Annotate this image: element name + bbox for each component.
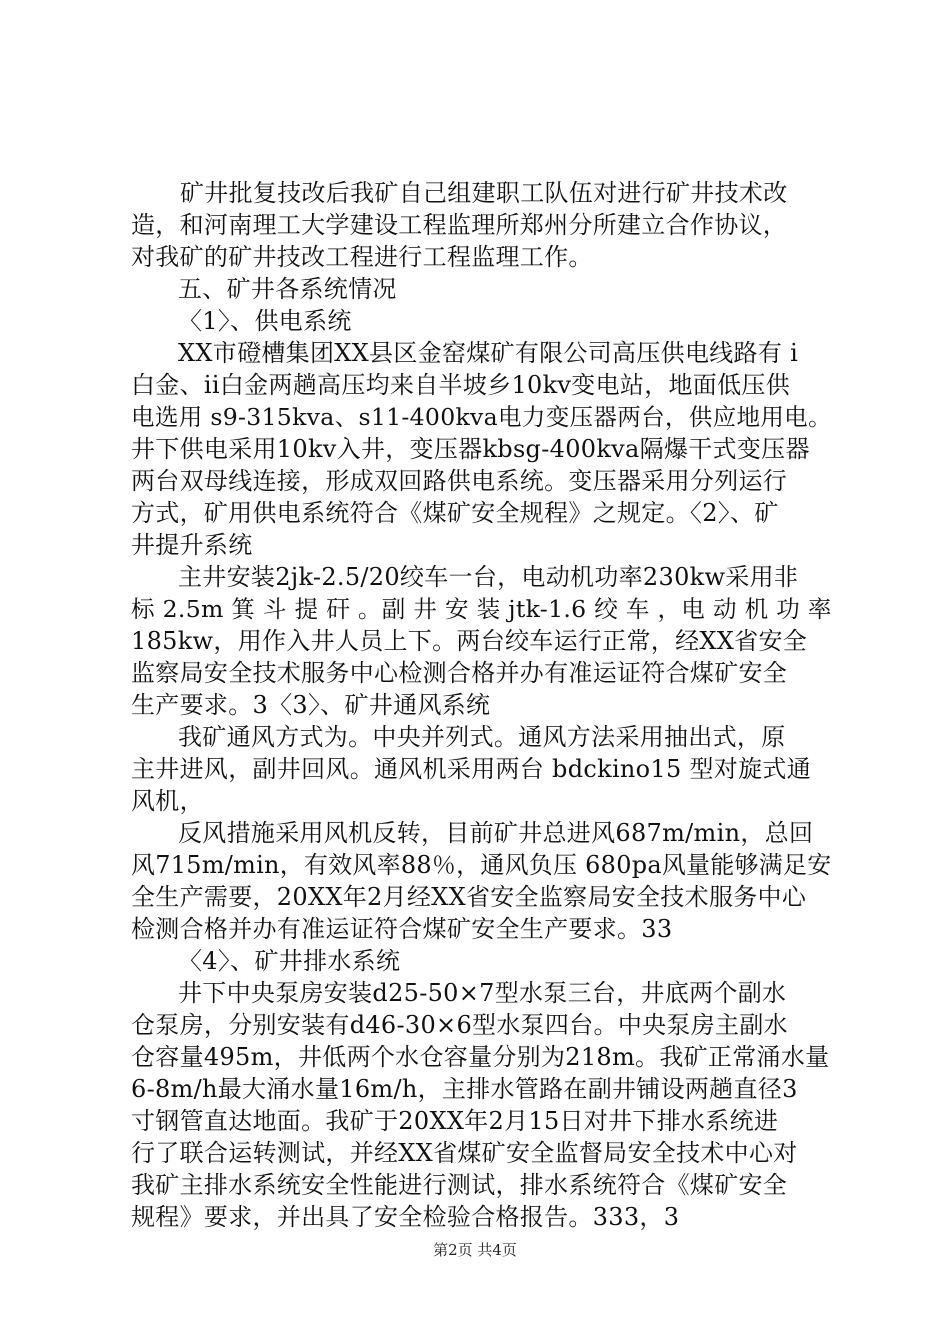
text-line: 检测合格并办有准运证符合煤矿安全生产要求。33 [131,915,673,943]
text-line: 对我矿的矿井技改工程进行工程监理工作。 [131,243,593,271]
text-line: 矿井批复技改后我矿自己组建职工队伍对进行矿井技术改 [180,179,788,207]
text-line: 反风措施采用风机反转，目前矿井总进风687m/min，总回 [178,819,814,847]
subsection-heading: 〈1〉、供电系统 [178,307,352,335]
text-line: 方式，矿用供电系统符合《煤矿安全规程》之规定。〈2〉、矿 [131,499,779,527]
text-line: 仓泵房，分别安装有d46-30×6型水泵四台。中央泵房主副水 [131,1011,788,1039]
text-line: 6-8m/h最大涌水量16m/h，主排水管路在副井铺设两趟直径3 [131,1075,798,1103]
text-line: 电选用 s9-315kva、s11-400kva电力变压器两台，供应地用电。 [131,403,832,431]
text-line: 监察局安全技术服务中心检测合格并办有准运证符合煤矿安全 [131,659,788,687]
page-number: 第2页 [433,1241,473,1259]
text-line: 风机， [131,787,204,815]
text-line: 行了联合运转测试，并经XX省煤矿安全监督局安全技术中心对 [131,1139,798,1167]
text-line: 185kw，用作入井人员上下。两台绞车运行正常，经XX省安全 [131,627,808,655]
page-total: 共4页 [477,1241,517,1259]
text-line: 寸钢管直达地面。我矿于20XX年2月15日对井下排水系统进 [131,1107,779,1135]
text-line: 标 2.5m 箕 斗 提 矸 。副 井 安 装 jtk-1.6 绞 车 ，电 动 机 功 率 [131,595,832,623]
text-line: 规程》要求，并出具了安全检验合格报告。333，3 [131,1203,680,1231]
text-line: 两台双母线连接，形成双回路供电系统。变压器采用分列运行 [131,467,788,495]
section-heading: 五、矿井各系统情况 [178,275,397,303]
text-line: 井提升系统 [131,531,253,559]
text-line: 主井安装2jk-2.5/20绞车一台，电动机功率230kw采用非 [178,563,799,591]
text-line: 我矿主排水系统安全性能进行测试，排水系统符合《煤矿安全 [131,1171,788,1199]
text-line: 井下中央泵房安装d25-50×7型水泵三台，井底两个副水 [178,979,787,1007]
page-footer [0,1240,950,1260]
text-line: 仓容量495m，井低两个水仓容量分别为218m。我矿正常涌水量 [131,1043,830,1071]
text-line: 风715m/min，有效风率88％，通风负压 680pa风量能够满足安 [131,851,832,879]
subsection-heading: 〈4〉、矿井排水系统 [178,947,401,975]
text-line: 全生产需要，20XX年2月经XX省安全监察局安全技术服务中心 [131,883,807,911]
text-line: 主井进风，副井回风。通风机采用两台 bdckino15 型对旋式通 [131,755,811,783]
text-line: 造，和河南理工大学建设工程监理所郑州分所建立合作协议， [131,211,788,239]
text-line: 井下供电采用10kv入井，变压器kbsg-400kva隔爆干式变压器 [131,435,810,463]
text-line: 生产要求。3〈3〉、矿井通风系统 [131,691,491,719]
text-line: XX市磴槽集团XX县区金窑煤矿有限公司高压供电线路有 i [178,339,799,367]
text-line: 白金、ii白金两趟高压均来自半坡乡10kv变电站，地面低压供 [131,371,790,399]
text-line: 我矿通风方式为。中央并列式。通风方法采用抽出式，原 [178,723,786,751]
